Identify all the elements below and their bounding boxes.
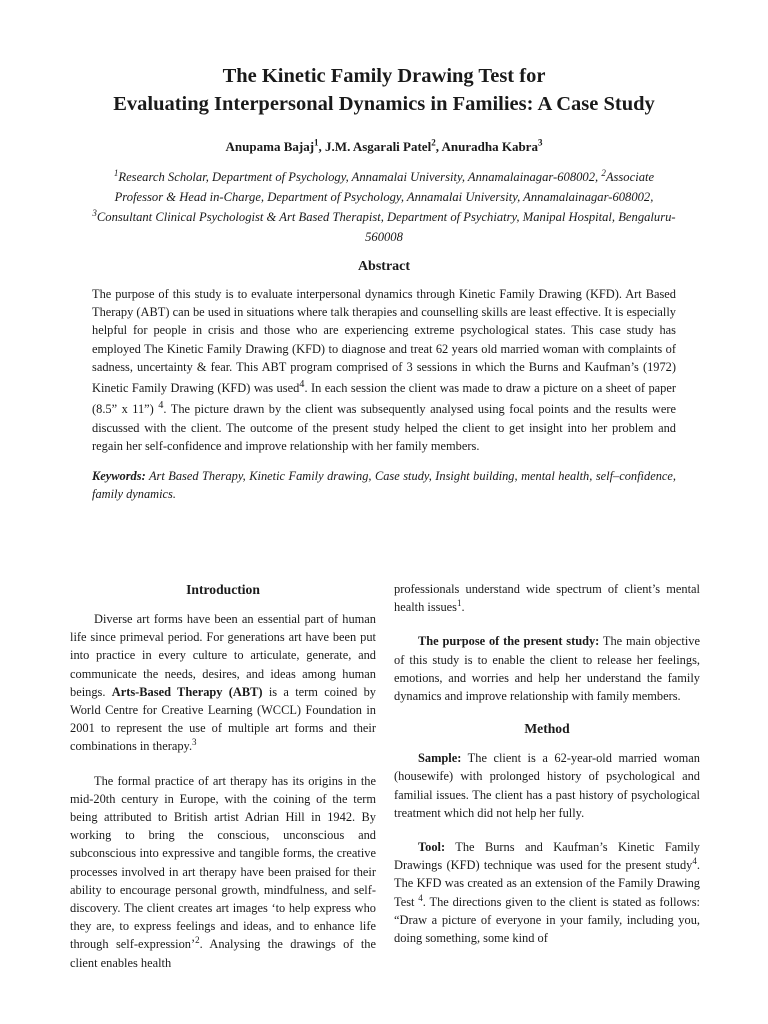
- purpose-label: The purpose of the present study:: [418, 634, 600, 649]
- paragraph-text: The Burns and Kaufman’s Kinetic Family Drawings (KFD) technique was used for the present study: [394, 840, 700, 873]
- body-paragraph: [70, 772, 376, 972]
- affil-mark: 2: [601, 167, 606, 178]
- sample-label: Sample:: [418, 751, 462, 766]
- body-paragraph: [394, 580, 700, 616]
- affiliation-text: Associate Professor & Head in-Charge, Department of Psychology, Annamalai University, Annamalainagar-608002,: [114, 170, 655, 204]
- citation-mark: 1: [456, 598, 462, 609]
- paragraph-text: professionals understand wide spectrum of client’s mental health issues: [394, 582, 700, 615]
- author-list: Anupama Bajaj$^1$, J.M. Asgarali Patel$^2$, Anuradha Kabra$^3$: [225, 137, 543, 154]
- citation-mark: 4: [158, 400, 164, 412]
- citation-mark: 4: [692, 856, 697, 867]
- affil-mark: 1: [113, 167, 119, 178]
- sample-paragraph: [394, 749, 700, 822]
- author-name: Anupama Bajaj: [225, 139, 315, 154]
- tool-label: Tool:: [418, 840, 446, 855]
- citation-mark: 4: [299, 379, 305, 391]
- paper-title: [70, 62, 698, 118]
- paragraph-text: .: [461, 600, 465, 615]
- citation-mark: 3: [192, 737, 197, 748]
- affil-mark: 3: [92, 207, 97, 218]
- paragraph-text: . Analysing the drawings of the client enables health: [70, 937, 377, 970]
- author-affil-mark: 2: [431, 137, 436, 148]
- author-affil-mark: 1: [314, 137, 319, 148]
- keywords-text: Art Based Therapy, Kinetic Family drawing, Case study, Insight building, mental health, self–confidence, family dynamics.: [92, 469, 676, 502]
- abstract-text: The purpose of this study is to evaluate interpersonal dynamics through Kinetic Family Drawing (KFD). Art Based Therapy (ABT) can be used in situations where talk therapies and counselling skills are least effective. It is especially helpful for people in crisis and those who are experiencing extreme psychological states. This case study has employed The Kinetic Family Drawing (KFD) to diagnose and treat 62 years old married woman with complaints of sadness, uncertainty & fear. This ABT program comprised of 3 sessions in which the Burns and Kaufman’s (1972) Kinetic Family Drawing (KFD) was used: [92, 287, 676, 396]
- abstract-text: . The picture drawn by the client was subsequently analysed using focal points and the results were discussed with the client. The outcome of the present study helped the client to get insight into her problem and regain her self-confidence and improve relationship with her family members.: [92, 402, 676, 453]
- bold-term: Arts-Based Therapy (ABT): [111, 684, 263, 699]
- body-columns: [70, 580, 700, 988]
- title-line-1: The Kinetic Family Drawing Test for: [222, 65, 546, 87]
- paragraph-text: Diverse art forms have been an essential part of human life since primeval period. For generations art have been put into practice in every culture to articulate, generate, and communicate the needs, desires, and ideas among human beings.: [70, 612, 376, 699]
- left-column: [70, 580, 376, 988]
- author-name: J.M. Asgarali Patel: [325, 139, 432, 154]
- paragraph-text: . The KFD was created as an extension of the Family Drawing Test: [394, 858, 700, 909]
- author-affil-mark: 3: [537, 137, 543, 148]
- title-line-2: Evaluating Interpersonal Dynamics in Families: A Case Study: [113, 93, 655, 115]
- purpose-paragraph: [394, 632, 700, 705]
- paragraph-text: The client is a 62-year-old married woman (housewife) with prolonged history of psychological and familial issues. The client has a past history of psychological treatment which did not help her fully.: [394, 751, 700, 820]
- method-heading: Method: [524, 721, 570, 737]
- citation-mark: 2: [195, 935, 200, 946]
- body-paragraph: [70, 610, 376, 756]
- affiliation-text: Consultant Clinical Psychologist & Art Based Therapist, Department of Psychiatry, Manipal Hospital, Bengaluru-560008: [96, 210, 676, 244]
- paragraph-text: . The directions given to the client is stated as follows: “Draw a picture of everyone in your family, including you, doing something, some kind of: [394, 894, 700, 946]
- abstract-text: . In each session the client was made to draw a picture on a sheet of paper (8.5” x 11”): [92, 381, 676, 417]
- abstract-body: [92, 285, 676, 455]
- paragraph-text: is a term coined by World Centre for Creative Learning (WCCL) Foundation in 2001 to represent the use of multiple art forms and their combinations in therapy.: [70, 684, 376, 754]
- paragraph-text: The main objective of this study is to enable the client to release her feelings, emotions, and worries and help her understand the family dynamics and improve relationship with family members.: [394, 634, 700, 704]
- citation-mark: 4: [418, 892, 423, 903]
- abstract-heading: Abstract: [357, 259, 411, 274]
- author-name: Anuradha Kabra: [441, 139, 538, 154]
- paragraph-text: The formal practice of art therapy has its origins in the mid-20th century in Europe, with the coining of the term being attributed to British artist Adrian Hill in 1942. By working to bring the conscious, unconscious and subconscious into expressive and tangible forms, the creative processes involved in art therapy have been praised for their ability to encourage personal growth, mindfulness, and self-discovery. The client creates art images ‘to help express who they are, to express feelings and ideas, and to enhance life through self-expression’: [70, 773, 376, 952]
- introduction-heading: Introduction: [186, 582, 260, 597]
- affiliations: [70, 167, 698, 247]
- right-column: [394, 580, 700, 988]
- affiliation-text: Research Scholar, Department of Psychology, Annamalai University, Annamalainagar-608002,: [118, 170, 602, 184]
- keywords-label: Keywords:: [92, 469, 146, 484]
- keywords: [92, 467, 676, 503]
- tool-paragraph: [394, 838, 700, 947]
